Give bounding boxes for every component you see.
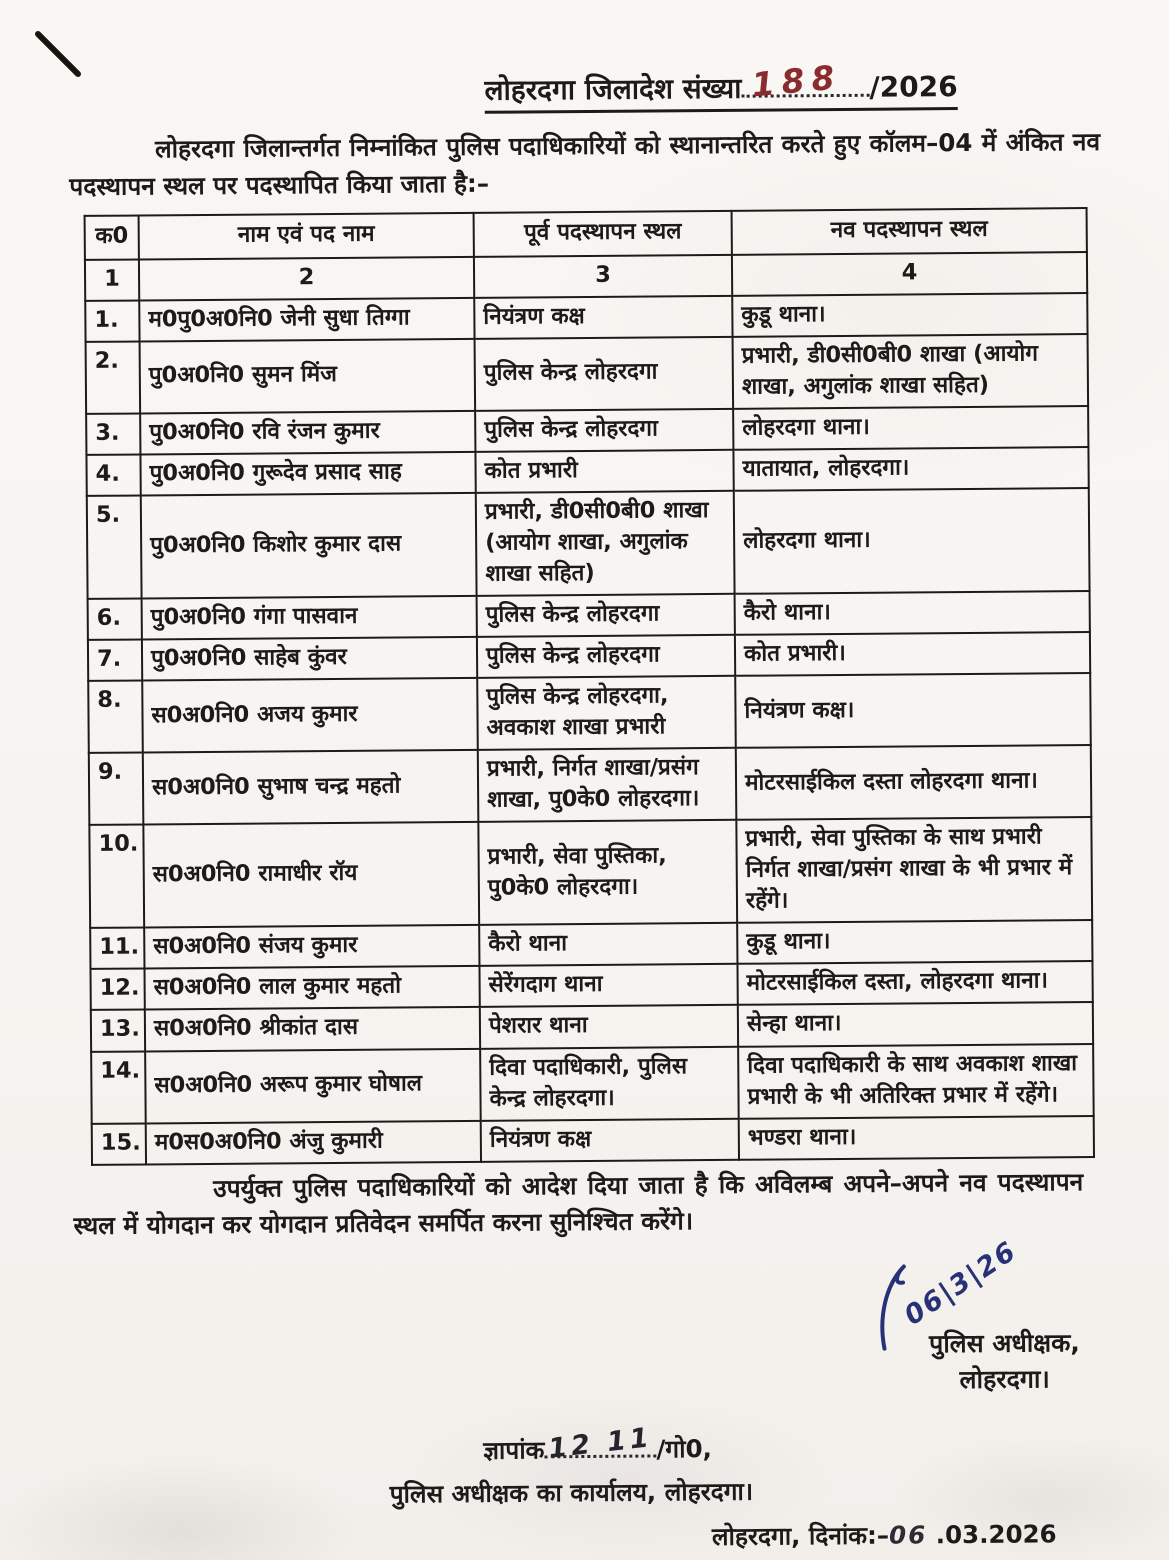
cell-officer-name: स0अ0नि0 अजय कुमार <box>142 678 478 753</box>
cell-new-posting: दिवा पदाधिकारी के साथ अवकाश शाखा प्रभारी के भी अतिरिक्त प्रभार में रहेंगे। <box>738 1044 1094 1119</box>
cell-serial: 4. <box>86 454 140 495</box>
cell-previous-posting: प्रभारी, डी0सी0बी0 शाखा (आयोग शाखा, अगुलांक शाखा सहित) <box>476 491 735 596</box>
cell-previous-posting: नियंत्रण कक्ष <box>481 1118 739 1161</box>
cell-previous-posting: दिवा पदाधिकारी, पुलिस केन्द्र लोहरदगा। <box>480 1046 739 1120</box>
cell-previous-posting: पेशरार थाना <box>480 1005 738 1048</box>
cell-new-posting: सेन्हा थाना। <box>738 1002 1093 1046</box>
cell-serial: 3. <box>86 413 140 454</box>
cell-new-posting: कुडू थाना। <box>732 293 1087 337</box>
memo-date-rest: .03.2026 <box>935 1519 1057 1550</box>
column-number-2: 2 <box>139 256 474 300</box>
title-year: /2026 <box>869 70 958 104</box>
cell-officer-name: स0अ0नि0 श्रीकांत दास <box>145 1007 480 1051</box>
cell-previous-posting: प्रभारी, सेवा पुस्तिका, पु0के0 लोहरदगा। <box>478 820 737 925</box>
header-new-posting: नव पदस्थापन स्थल <box>732 209 1087 255</box>
cell-officer-name: पु0अ0नि0 किशोर कुमार दास <box>141 493 477 599</box>
cell-new-posting: मोटरसाईकिल दस्ता, लोहरदगा थाना। <box>737 961 1092 1005</box>
memo-suffix: /गो0, <box>656 1434 712 1464</box>
title-prefix: लोहरदगा जिलादेश संख्या <box>484 71 742 107</box>
cell-officer-name: स0अ0नि0 लाल कुमार महतो <box>144 966 479 1010</box>
column-number-4: 4 <box>732 252 1087 296</box>
cell-new-posting: नियंत्रण कक्ष। <box>735 673 1091 748</box>
cell-previous-posting: कैरो थाना <box>479 923 737 966</box>
cell-serial: 12. <box>90 969 144 1010</box>
cell-serial: 7. <box>88 639 142 680</box>
cell-new-posting: यातायात, लोहरदगा। <box>733 447 1088 491</box>
header-previous-posting: पूर्व पदस्थापन स्थल <box>474 211 732 256</box>
cell-new-posting: लोहरदगा थाना। <box>733 406 1088 450</box>
handwritten-order-number: 188 <box>749 57 843 105</box>
cell-new-posting: मोटरसाईकिल दस्ता लोहरदगा थाना। <box>736 745 1092 820</box>
transfer-table <box>84 208 1095 1166</box>
header-serial: क0 <box>85 216 139 259</box>
cell-serial: 15. <box>92 1123 146 1164</box>
cell-new-posting: प्रभारी, डी0सी0बी0 शाखा (आयोग शाखा, अगुलांक शाखा सहित) <box>733 334 1089 409</box>
cell-officer-name: स0अ0नि0 सुभाष चन्द्र महतो <box>143 750 479 825</box>
column-number-1: 1 <box>85 259 139 300</box>
table-row <box>87 488 1090 599</box>
table-row <box>88 673 1091 753</box>
cell-previous-posting: कोत प्रभारी <box>475 450 733 493</box>
memo-number-dotted-line <box>544 1422 656 1465</box>
cell-serial: 14. <box>91 1051 146 1124</box>
cell-previous-posting: पुलिस केन्द्र लोहरदगा <box>477 594 735 637</box>
table-row <box>89 745 1092 825</box>
cell-serial: 2. <box>86 341 141 414</box>
cell-serial: 9. <box>89 753 144 826</box>
order-number-dotted-line <box>741 57 869 105</box>
memo-label: ज्ञापांक <box>483 1435 545 1465</box>
cell-previous-posting: पुलिस केन्द्र लोहरदगा <box>475 336 734 410</box>
cell-serial: 1. <box>85 300 139 341</box>
table-row <box>89 817 1092 928</box>
memo-office-line: पुलिस अधीक्षक का कार्यालय, लोहरदगा। <box>389 1476 754 1509</box>
cell-new-posting: लोहरदगा थाना। <box>734 488 1090 594</box>
table-row <box>92 1116 1094 1165</box>
cell-previous-posting: सेरेंगदाग थाना <box>479 964 737 1007</box>
cell-officer-name: पु0अ0नि0 साहेब कुंवर <box>142 637 477 681</box>
cell-new-posting: कैरो थाना। <box>735 591 1090 635</box>
cell-serial: 13. <box>91 1010 145 1051</box>
cell-officer-name: म0स0अ0नि0 अंजु कुमारी <box>146 1120 481 1164</box>
cell-previous-posting: प्रभारी, निर्गत शाखा/प्रसंग शाखा, पु0के0 लोहरदगा। <box>478 748 737 822</box>
column-number-3: 3 <box>474 254 732 297</box>
cell-officer-name: स0अ0नि0 रामाधीर रॉय <box>143 822 479 928</box>
cell-officer-name: पु0अ0नि0 रवि रंजन कुमार <box>140 411 475 455</box>
signatory-designation: पुलिस अधीक्षक, <box>928 1328 1080 1359</box>
closing-paragraph: उपर्युक्त पुलिस पदाधिकारियों को आदेश दिया जाता है कि अविलम्ब अपने–अपने नव पदस्थापन स्थल में योगदान कर योगदान प्रतिवेदन समर्पित करना सुनिश्चित करेंगे। <box>73 1166 1084 1241</box>
signature-block <box>92 1237 1110 1435</box>
document-title <box>82 57 1099 117</box>
cell-officer-name: पु0अ0नि0 गंगा पासवान <box>142 596 477 640</box>
memo-block <box>93 1422 1111 1558</box>
cell-previous-posting: पुलिस केन्द्र लोहरदगा <box>475 409 733 452</box>
table-row <box>91 1044 1094 1124</box>
header-name: नाम एवं पद नाम <box>139 213 474 259</box>
cell-serial: 5. <box>87 495 142 599</box>
cell-officer-name: स0अ0नि0 संजय कुमार <box>144 925 479 969</box>
handwritten-memo-day: 06 <box>888 1520 928 1550</box>
cell-officer-name: पु0अ0नि0 गुरूदेव प्रसाद साह <box>140 452 475 496</box>
cell-new-posting: भण्डरा थाना। <box>739 1116 1094 1160</box>
cell-serial: 11. <box>90 928 144 969</box>
cell-officer-name: म0पु0अ0नि0 जेनी सुधा तिग्गा <box>139 297 474 341</box>
cell-serial: 8. <box>88 681 143 754</box>
cell-new-posting: कुडू थाना। <box>737 920 1092 964</box>
cell-new-posting: प्रभारी, सेवा पुस्तिका के साथ प्रभारी निर्गत शाखा/प्रसंग शाखा के भी प्रभार में रहेंगे। <box>736 817 1092 923</box>
handwritten-memo-number: 12 11 <box>546 1422 655 1465</box>
signatory-place: लोहरदगा। <box>959 1364 1050 1395</box>
cell-officer-name: पु0अ0नि0 सुमन मिंज <box>140 338 476 413</box>
cell-previous-posting: नियंत्रण कक्ष <box>474 295 732 338</box>
cell-previous-posting: पुलिस केन्द्र लोहरदगा <box>477 635 735 678</box>
cell-previous-posting: पुलिस केन्द्र लोहरदगा, अवकाश शाखा प्रभारी <box>477 676 736 750</box>
cell-serial: 10. <box>89 825 144 929</box>
table-row <box>86 334 1089 414</box>
intro-paragraph: लोहरदगा जिलान्तर्गत निम्नांकित पुलिस पदाधिकारियों को स्थानान्तरित करते हुए कॉलम–04 में अंकित नव पदस्थापन स्थल पर पदस्थापित किया जाता है:– <box>69 126 1101 202</box>
cell-serial: 6. <box>88 598 142 639</box>
transfer-table-body <box>85 293 1094 1165</box>
cell-new-posting: कोत प्रभारी। <box>735 632 1090 676</box>
cell-officer-name: स0अ0नि0 अरूप कुमार घोषाल <box>145 1048 481 1123</box>
handwritten-signature-date: 06|3|26 <box>899 1235 1023 1332</box>
memo-date-prefix: लोहरदगा, दिनांक:– <box>711 1520 890 1552</box>
